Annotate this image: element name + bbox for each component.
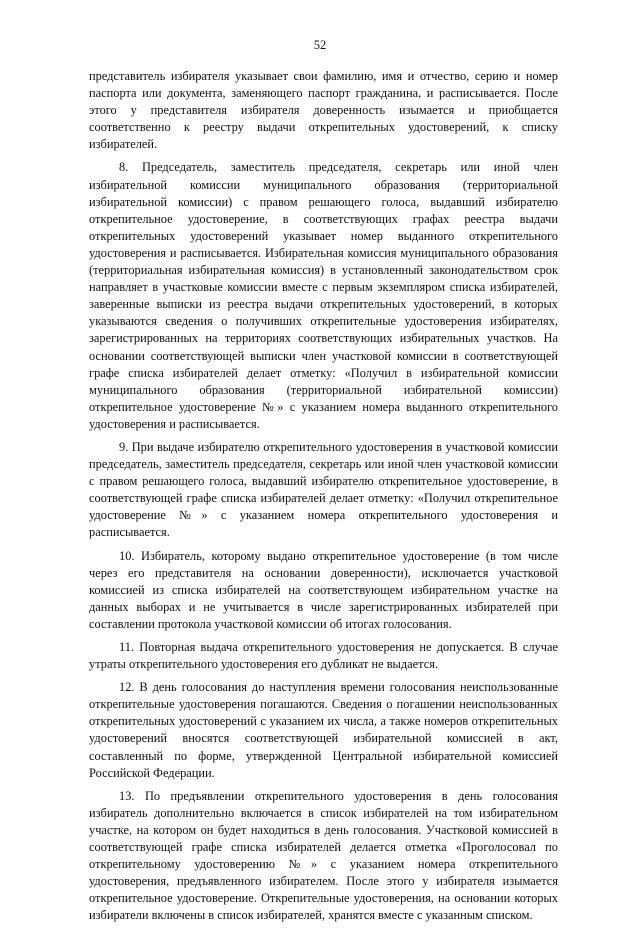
paragraph-item-8: 8. Председатель, заместитель председателя, секретарь или иной член избирательной комиссии муниципального образования (территориальной избирательной комиссии) с правом решающего голоса, выдавший избирателю открепительное удостоверение, в соответствующих графах реестра выдачи открепительных удостоверений указывает номер выданного открепительного удостоверения и расписывается. Избирательная комиссия муниципального образования (территориальная избирательная комиссия) в установленный законодательством срок направляет в участковые комиссии вместе с первым экземпляром списка избирателей, заверенные выписки из реестра выдачи открепительных удостоверений, в которых указываются сведения о получивших открепительные удостоверения избирателях, зарегистрированных на территориях соответствующих избирательных участков. На основании соответствующей выписки член участковой комиссии в соответствующей графе списка избирателей делает отметку: «Получил в избирательной комиссии муниципального образования (территориальной избирательной комиссии) открепительное удостоверение №» с указанием номера выданного открепительного удостоверения и расписывается. (89, 160, 558, 431)
page-number: 52 (313, 38, 327, 52)
paragraph-item-9: 9. При выдаче избирателю открепительного удостоверения в участковой комиссии председатель, заместитель председателя, секретарь или иной член участковой комиссии с правом решающего голоса, выдавший избирателю открепительное удостоверение, в соответствующей графе списка избирателей делает отметку: «Получил открепительное удостоверение №» с указанием номера открепительного удостоверения и расписывается. (89, 439, 558, 540)
paragraph-item-10: 10. Избиратель, которому выдано открепительное удостоверение (в том числе через его представителя на основании доверенности), исключается участковой комиссией из списка избирателей на соответствующем избирательном участке на данных выборах и не учитывается в числе зарегистрированных избирателей при составлении протокола участковой комиссии об итогах голосования. (89, 548, 558, 631)
paragraph-item-11: 11. Повторная выдача открепительного удостоверения не допускается. В случае утраты открепительного удостоверения его дубликат не выдается. (89, 640, 558, 672)
paragraph-item-13: 13. По предъявлении открепительного удостоверения в день голосования избиратель дополнительно включается в список избирателей на том избирательном участке, на котором он будет находиться в день голосования. Участковой комиссией в соответствующей графе списка избирателей делается отметка «Проголосовал по открепительному удостоверению №» с указанием номера открепительного удостоверения, предъявленного избирателем. После этого у избирателя изымается открепительное удостоверение. Открепительные удостоверения, на основании которых избиратели включены в список избирателей, хранятся вместе с указанным списком. (89, 788, 558, 923)
paragraph-item-12: 12. В день голосования до наступления времени голосования неиспользованные открепительные удостоверения погашаются. Сведения о погашении неиспользованных открепительных удостоверений с указанием их числа, а также номеров открепительных удостоверений вносятся соответствующей избирательной комиссией в акт, составленный по форме, утвержденной Центральной избирательной комиссией Российской Федерации. (89, 680, 558, 780)
document-body (89, 68, 558, 931)
paragraph-representative: представитель избирателя указывает свои фамилию, имя и отчество, серию и номер паспорта или документа, заменяющего паспорт гражданина, и расписывается. После этого у представителя избирателя доверенность изымается и приобщается соответственно к реестру выдачи открепительных удостоверений, к списку избирателей. (89, 69, 558, 152)
